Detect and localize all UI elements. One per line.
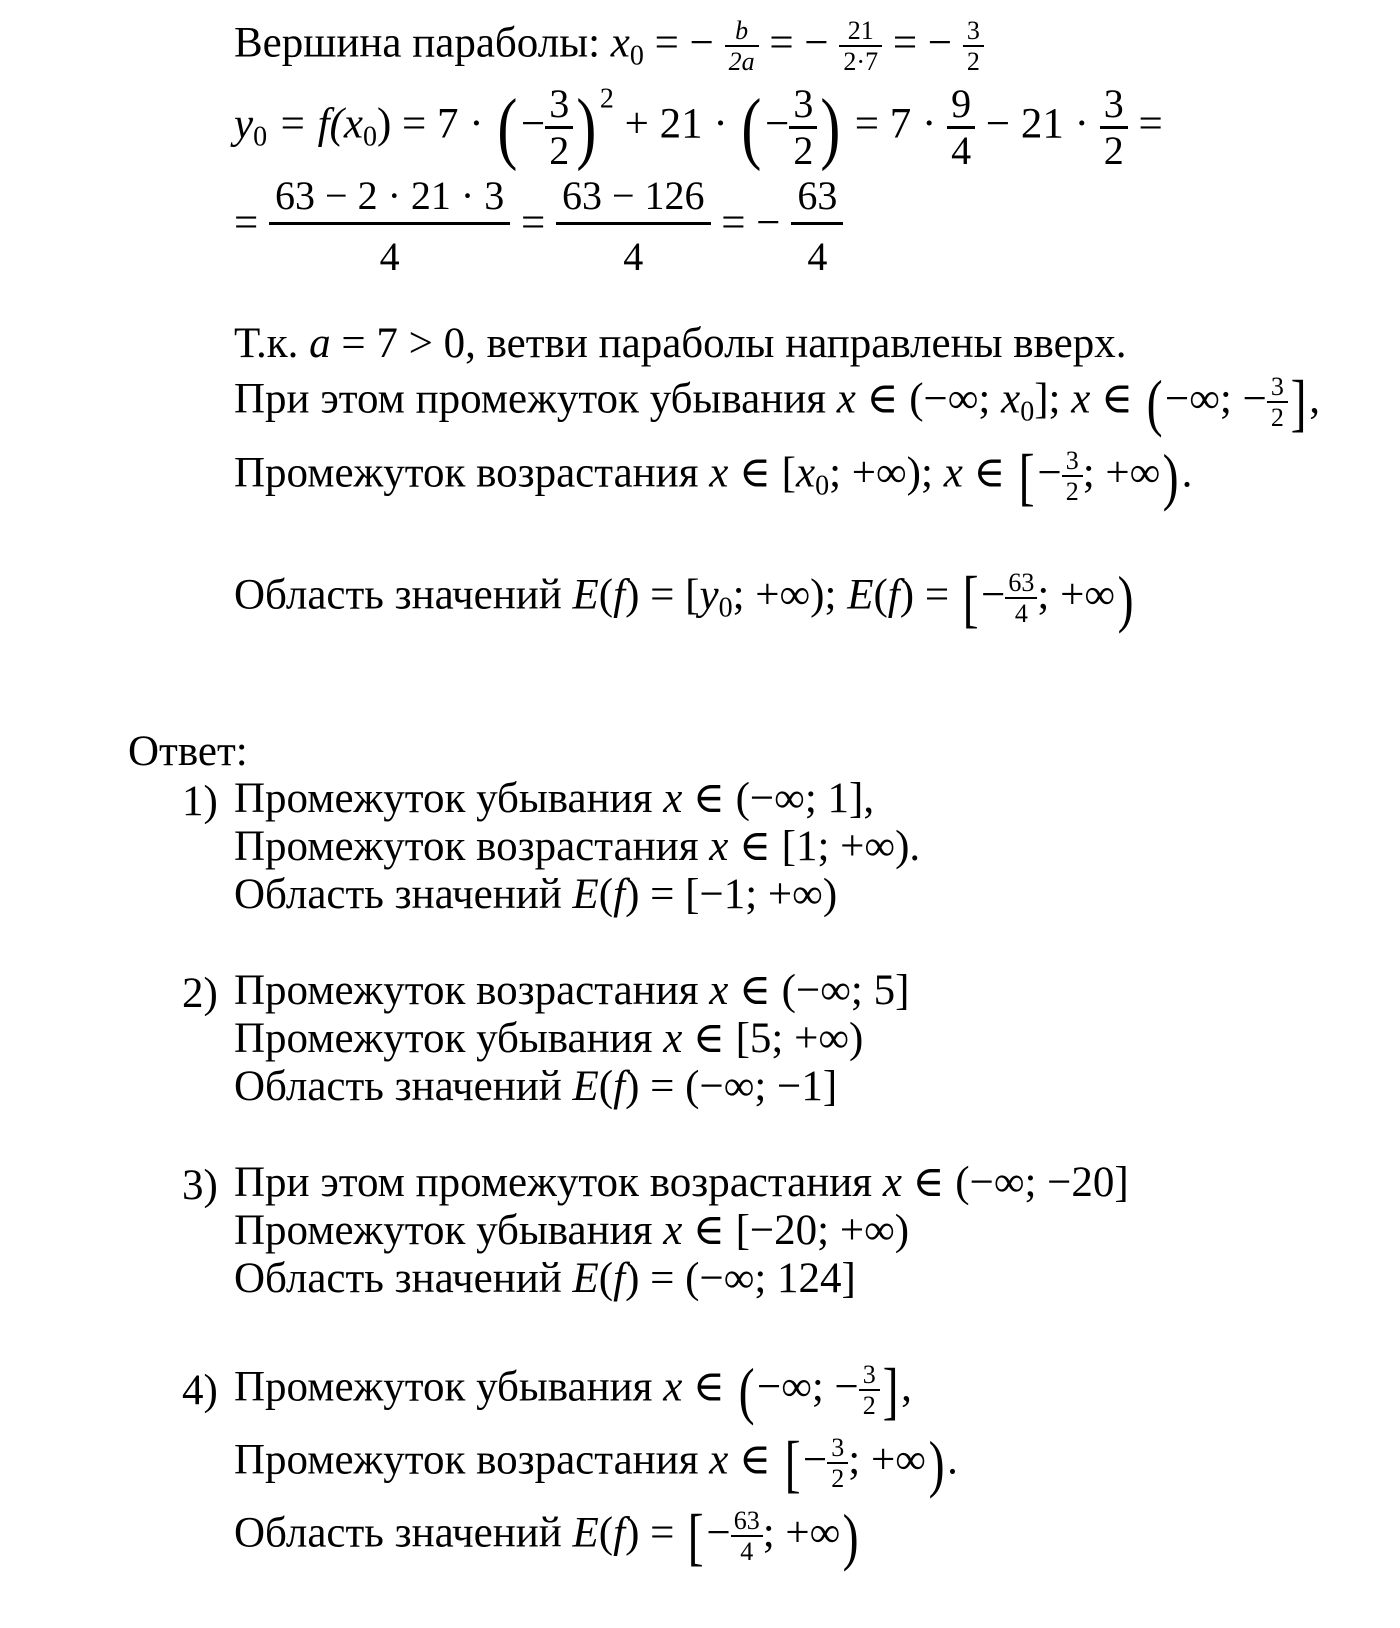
answer-4-line-3: Область значений E(f) = [− $\frac{63}{4}$ ; +∞) [234,1500,859,1572]
answer-2-line-3: Область значений E(f) = (−∞; −1] [234,1063,838,1110]
fraction-3-2-ans4a: $\frac{3}{2}$ [859,1362,880,1419]
x0-symbol: x [610,19,630,67]
y0-line: $y_0 = f(x_0) = 7$ · (− $\frac{3}{2}$ ) $^2$ + 21 · (− $\frac{3}{2}$ ) = 7 · $\frac{9}{4}$ − 21 · $\frac{3}{2}$ = [234,81,1163,173]
fraction-63-4-range: $\frac{63}{4}$ [1005,570,1037,627]
fraction-3-2: $\frac{3}{2}$ [963,18,984,75]
answer-1-line-3: Область значений E(f) = [−1; +∞) [234,871,838,918]
fraction-b-2a: $\frac{b}{2a}$ [725,18,759,75]
fraction-63-4: $\frac{63}{4}$ [791,176,843,277]
answer-2-line-2: Промежуток убывания x ∈ [5; +∞) [234,1015,864,1062]
fraction-21-14: $\frac{21}{2\cdot 7}$ [839,18,882,75]
answer-3-line-2: Промежуток убывания x ∈ [−20; +∞) [234,1207,910,1254]
answer-2-line-1: Промежуток возрастания x ∈ (−∞; 5] [234,967,910,1014]
answer-number-2: 2) [182,970,218,1017]
vertex-label: Вершина параболы: [234,19,601,67]
fraction-3-2-b: $\frac{3}{2}$ [789,84,817,171]
fraction-9-4: $\frac{9}{4}$ [947,84,975,171]
vertex-line: Вершина параболы: $x_0$ = − $\frac{b}{2a}$ = − $\frac{21}{2\cdot 7}$ = − $\frac{3}{2}$ [234,18,984,75]
fraction-63-minus-126: $\frac{63 - 126}{4}$ [556,176,711,277]
answer-number-3: 3) [182,1162,218,1209]
answer-label: Ответ: [128,728,248,775]
y0-line-2: = $\frac{63 - 2 \cdot 21 \cdot 3}{4}$ = $\frac{63 - 126}{4}$ = − $\frac{63}{4}$ [234,176,843,277]
answer-1-line-1: Промежуток убывания x ∈ (−∞; 1], [234,775,875,822]
fraction-63-4-ans4: $\frac{63}{4}$ [731,1508,763,1565]
increasing-line: Промежуток возрастания x ∈ [$x_0$; +∞); x ∈ [− $\frac{3}{2}$ ; +∞). [234,440,1193,512]
fraction-63-minus-126-expanded: $\frac{63 - 2 \cdot 21 \cdot 3}{4}$ [269,176,510,277]
answer-number-1: 1) [182,778,218,825]
answer-3-line-1: При этом промежуток возрастания x ∈ (−∞; −20] [234,1159,1129,1206]
range-line: Область значений $E(f) = [y_0$; +∞); E(f) = [− $\frac{63}{4}$ ; +∞) [234,562,1134,634]
decreasing-line: При этом промежуток убывания x ∈ (−∞; $x_0$]; x ∈ (−∞; − $\frac{3}{2}$ ], [234,366,1320,438]
answer-number-4: 4) [182,1367,218,1414]
fraction-3-2-c: $\frac{3}{2}$ [1100,84,1128,171]
fraction-3-2-ans4b: $\frac{3}{2}$ [827,1435,848,1492]
answer-1-line-2: Промежуток возрастания x ∈ [1; +∞). [234,823,921,870]
fraction-3-2-a: $\frac{3}{2}$ [545,84,573,171]
fraction-3-2-inc: $\frac{3}{2}$ [1062,448,1083,505]
answer-3-line-3: Область значений E(f) = (−∞; 124] [234,1255,856,1302]
fraction-3-2-dec: $\frac{3}{2}$ [1267,374,1288,431]
answer-4-line-1: Промежуток убывания x ∈ (−∞; − $\frac{3}{2}$ ], [234,1354,912,1426]
branches-line: Т.к. a = 7 > 0, ветви параболы направлены вверх. [234,320,1127,367]
answer-4-line-2: Промежуток возрастания x ∈ [− $\frac{3}{2}$ ; +∞). [234,1427,958,1499]
